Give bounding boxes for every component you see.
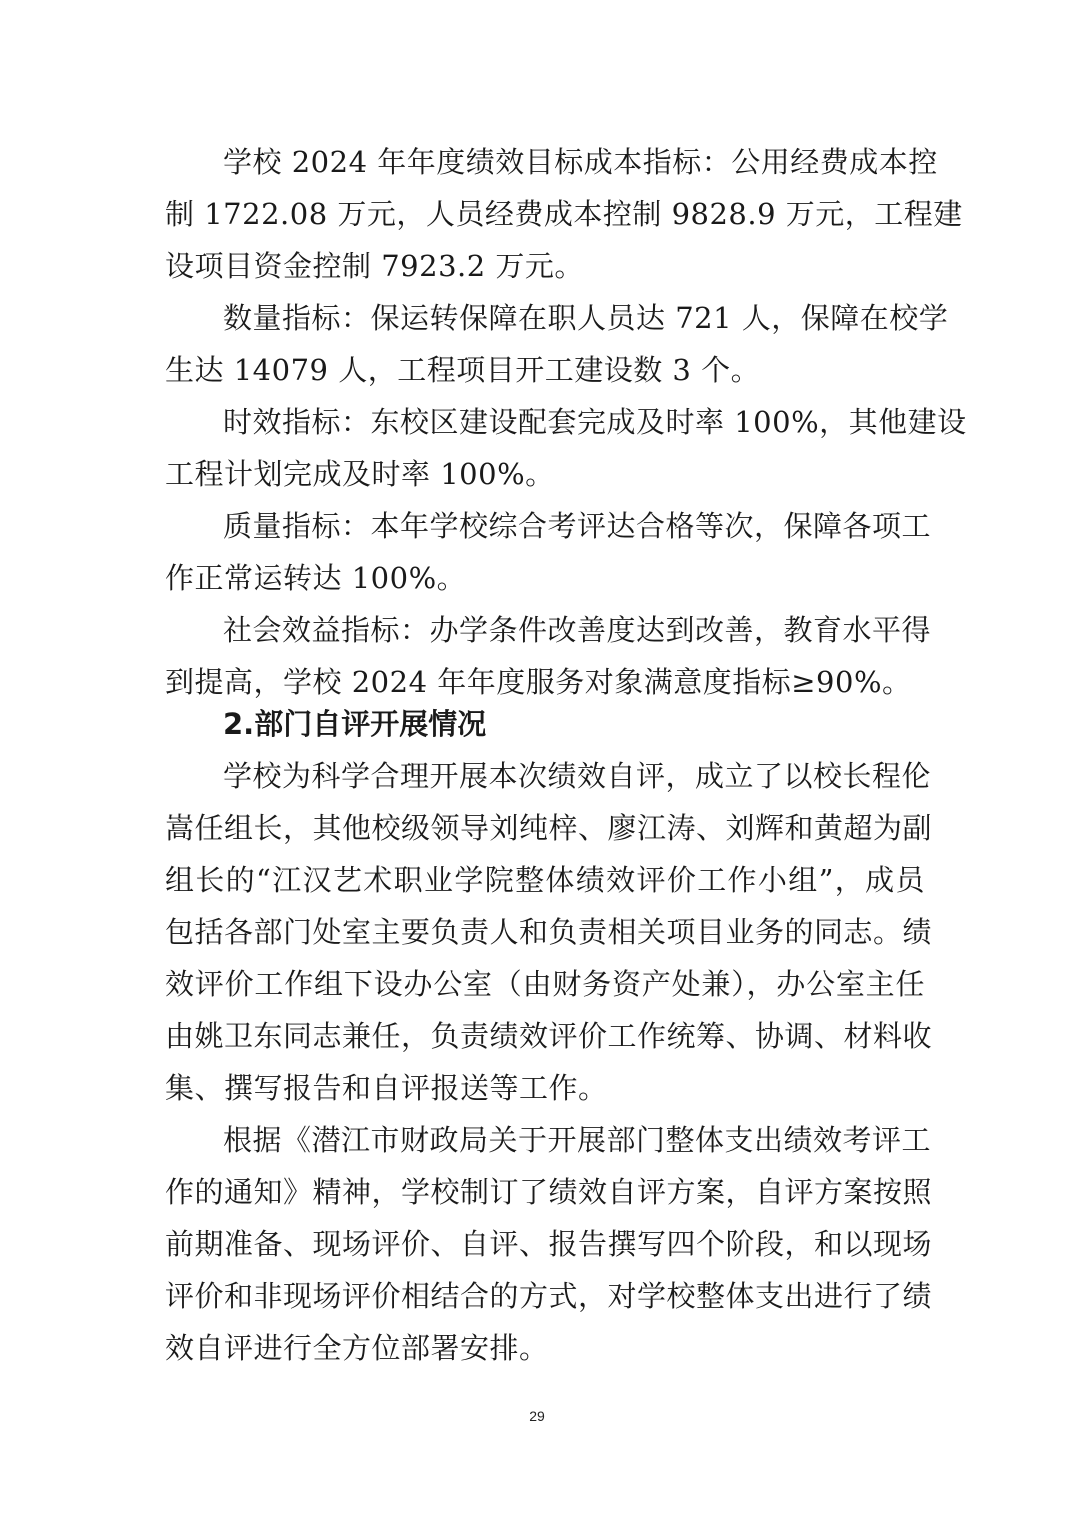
text-line: 数量指标：保运转保障在职人员达 721 人，保障在校学 [223, 301, 949, 335]
text-line: 嵩任组长，其他校级领导刘纯梓、廖江涛、刘辉和黄超为副 [165, 811, 933, 845]
text-line: 组长的“江汉艺术职业学院整体绩效评价工作小组”，成员 [165, 863, 925, 897]
text-line: 根据《潜江市财政局关于开展部门整体支出绩效考评工 [223, 1123, 932, 1157]
text-line: 效评价工作组下设办公室（由财务资产处兼），办公室主任 [165, 967, 925, 1001]
text-line: 作正常运转达 100%。 [165, 561, 467, 595]
text-line: 效自评进行全方位部署安排。 [165, 1331, 549, 1365]
text-line: 包括各部门处室主要负责人和负责相关项目业务的同志。绩 [165, 915, 933, 949]
text-line: 由姚卫东同志兼任，负责绩效评价工作统筹、协调、材料收 [165, 1019, 933, 1053]
text-line: 集、撰写报告和自评报送等工作。 [165, 1071, 608, 1105]
text-line: 时效指标：东校区建设配套完成及时率 100%，其他建设 [223, 405, 967, 439]
text-line: 作的通知》精神，学校制订了绩效自评方案，自评方案按照 [165, 1175, 933, 1209]
text-line: 工程计划完成及时率 100%。 [165, 457, 555, 491]
text-line: 评价和非现场评价相结合的方式，对学校整体支出进行了绩 [165, 1279, 933, 1313]
paragraph-quality-indicators [165, 500, 932, 604]
paragraph-cost-indicators [165, 136, 963, 292]
text-line: 到提高，学校 2024 年年度服务对象满意度指标≥90%。 [165, 665, 912, 699]
text-line: 生达 14079 人，工程项目开工建设数 3 个。 [165, 353, 761, 387]
text-line: 制 1722.08 万元，人员经费成本控制 9828.9 万元，工程建 [165, 197, 963, 231]
paragraph-timeliness-indicators [165, 396, 967, 500]
paragraph-self-evaluation-plan [165, 1114, 933, 1374]
text-line: 学校为科学合理开展本次绩效自评，成立了以校长程伦 [223, 759, 932, 793]
text-line: 社会效益指标：办学条件改善度达到改善，教育水平得 [223, 613, 932, 647]
paragraph-quantity-indicators [165, 292, 949, 396]
text-line: 学校 2024 年年度绩效目标成本指标：公用经费成本控 [223, 145, 938, 179]
paragraph-social-benefit-indicators [165, 604, 932, 708]
text-line: 前期准备、现场评价、自评、报告撰写四个阶段，和以现场 [165, 1227, 933, 1261]
text-line: 设项目资金控制 7923.2 万元。 [165, 249, 584, 283]
text-line: 质量指标：本年学校综合考评达合格等次，保障各项工 [223, 509, 932, 543]
paragraph-self-evaluation-team [165, 750, 933, 1114]
page-number: 29 [529, 1408, 545, 1424]
section-heading: 2.部门自评开展情况 [223, 707, 487, 741]
